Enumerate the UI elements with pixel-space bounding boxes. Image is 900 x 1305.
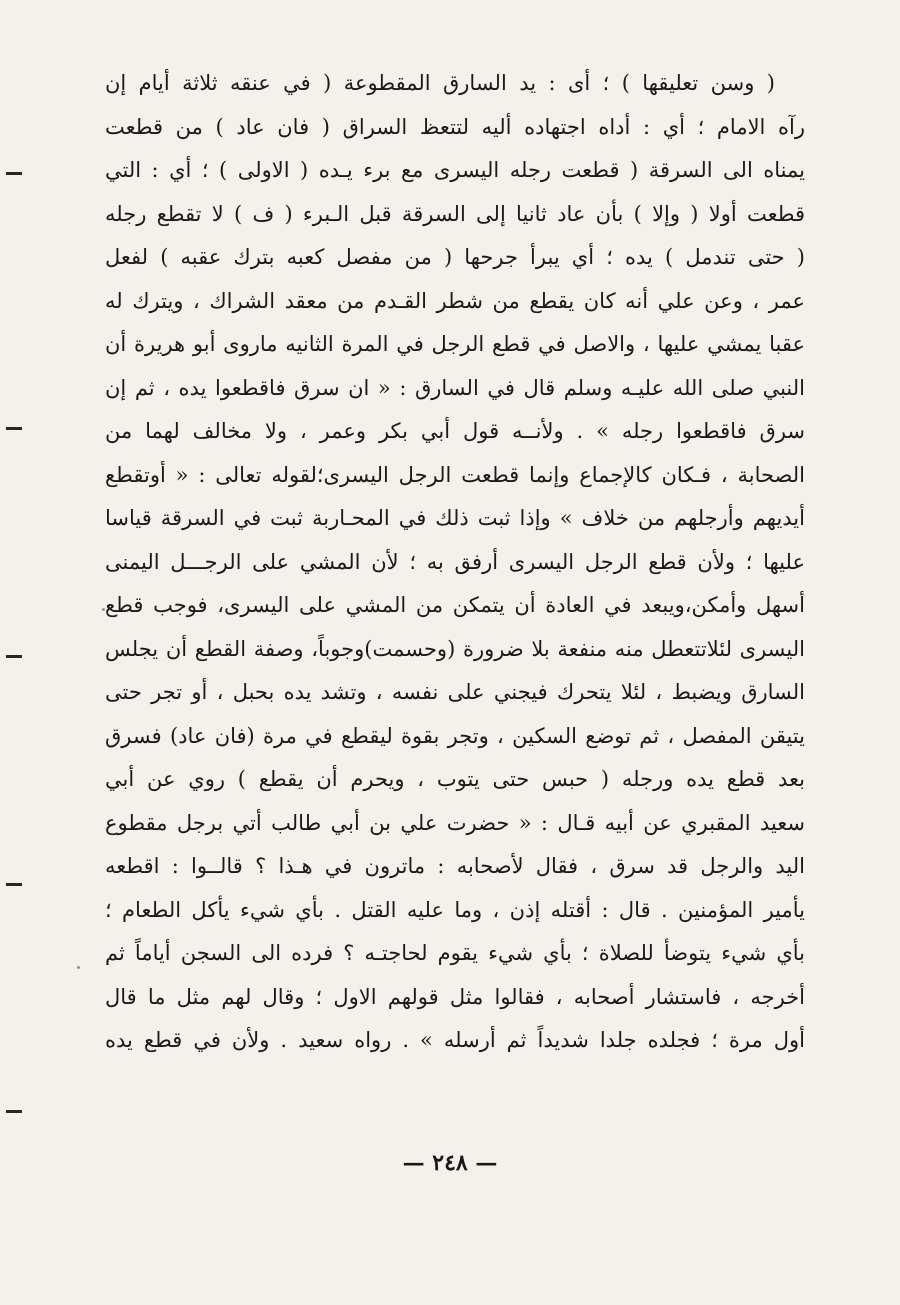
text-line: أيديهم وأرجلهم من خلاف » وإذا ثبت ذلك في المحـاربة ثبت في السرقة قياسا [105,506,805,530]
body-text [105,62,805,1063]
text-line: أول مرة ؛ فجلده جلدا شديداً ثم أرسله » . رواه سعيد . ولأن في قطع يده [105,1028,805,1052]
text-line: عليها ؛ ولأن قطع الرجل اليسرى أرفق به ؛ لأن المشي على الرجـــل اليمنى [105,549,805,574]
text-line: قطعت أولا ( وإلا ) بأن عاد ثانيا إلى السرقة قبل الـبرء ( ف ) لا تقطع رجله [105,201,805,226]
text-line: يتيقن المفصل ، ثم توضع السكين ، وتجر بقوة ليقطع في مرة (فان عاد) فسرق [105,723,805,748]
text-line: أسهل وأمكن،ويبعد في العادة أن يتمكن من المشي على اليسرى، فوجب قطع [105,593,805,617]
text-line: يأمير المؤمنين . قال : أقتله إذن ، وما عليه القتل . بأي شيء يأكل الطعام ؛ [105,897,805,922]
text-line: ( حتى تندمل ) يده ؛ أي يبرأ جرحها ( من مفصل كعبه بترك عقبه ) لفعل [105,245,805,269]
text-line: اليسرى لئلاتتعطل منه منفعة بلا ضرورة (وحسمت)وجوباً، وصفة القطع أن يجلس [105,636,805,661]
margin-mark [6,883,22,886]
text-line: أخرجه ، فاستشار أصحابه ، فقالوا مثل قولهم الاول ؛ وقال لهم مثل ما قال [105,984,805,1009]
text-line: اليد والرجل قد سرق ، فقال لأصحابه : ماترون في هـذا ؟ قالــوا : اقطعه [105,854,805,878]
margin-mark [6,172,22,175]
text-line: سرق فاقطعوا رجله » . ولأنــه قول أبي بكر وعمر ، ولا مخالف لهما من [105,419,805,443]
page-number: — ٢٤٨ — [402,1150,498,1176]
text-line: يمناه الى السرقة ( قطعت رجله اليسرى مع برء يـده ( الاولى ) ؛ أي : التي [105,158,805,182]
scan-speck [77,966,80,969]
text-line: السارق ويضبط ، لئلا يتحرك فيجني على نفسه ، وتشد يده بحبل ، أو تجر حتى [105,680,805,704]
text-line: عقبا يمشي عليها ، والاصل في قطع الرجل في المرة الثانيه ماروى أبو هريرة أن [105,332,805,356]
text-line: عمر ، وعن علي أنه كان يقطع من شطر القـدم من معقد الشراك ، ويترك له [105,288,805,313]
text-line: رآه الامام ؛ أي : أداه اجتهاده أليه لتتعظ السراق ( فان عاد ) من قطعت [105,114,805,139]
margin-mark [6,1110,22,1113]
text-line: سعيد المقبري عن أبيه قـال : « حضرت علي بن أبي طالب أتي برجل مقطوع [105,810,805,835]
text-line: ( وسن تعليقها ) ؛ أى : يد السارق المقطوعة ( في عنقه ثلاثة أيام إن [105,71,775,95]
text-line: الصحابة ، فـكان كالإجماع وإنما قطعت الرجل اليسرى؛لقوله تعالى : « أوتقطع [105,462,805,487]
margin-mark [6,655,22,658]
margin-mark [6,427,22,430]
text-line: بأي شيء يتوضأ للصلاة ؛ بأي شيء يقوم لحاجتـه ؟ فرده الى السجن أياماً ثم [105,941,805,965]
text-line: بعد قطع يده ورجله ( حبس حتى يتوب ، ويحرم أن يقطع ) روي عن أبي [105,767,805,791]
text-line: النبي صلى الله عليـه وسلم قال في السارق : « ان سرق فاقطعوا يده ، ثم إن [105,375,805,400]
